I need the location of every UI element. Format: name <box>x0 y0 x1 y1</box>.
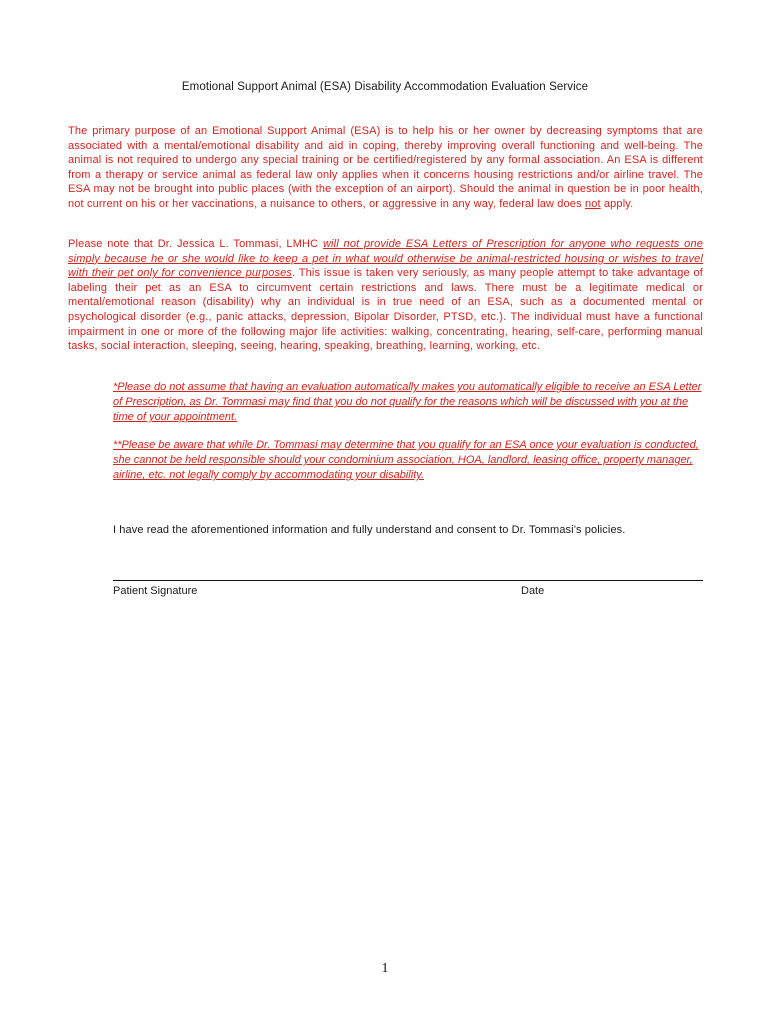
purpose-text-end: apply. <box>600 197 634 210</box>
document-title: Emotional Support Animal (ESA) Disability Accommodation Evaluation Service <box>181 81 589 93</box>
purpose-text: The primary purpose of an Emotional Support Animal (ESA) is to help his or her owner by decreasing symptoms that are associated with a mental/emotional disability and aid in coping, thereby improving overall functioning and well-being. The animal is not required to undergo any special training or be certified/registered by any formal association. An ESA is different from a therapy or service animal as federal law only applies when it concerns housing restrictions and/or airline travel. The ESA may not be brought into public places (with the exception of an airport). Should the animal in question be in poor health, not current on his or her vaccinations, a nuisance to others, or aggressive in any way, federal law does <box>68 125 703 210</box>
policy-paragraph <box>68 237 703 354</box>
policy-intro: Please note that Dr. Jessica L. Tommasi, LMHC <box>68 238 323 250</box>
page-number: 1 <box>381 961 389 976</box>
date-label: Date <box>521 585 545 597</box>
liability-note: **Please be aware that while Dr. Tommasi may determine that you qualify for an ESA once your evaluation is conducted, she cannot be held responsible should your condominium association, HOA, landlord, leasing office, property manager, airline, etc. not legally comply by accommodating your disability. <box>113 439 699 481</box>
eligibility-note: *Please do not assume that having an evaluation automatically makes you automatically eligible to receive an ESA Letter of Prescription, as Dr. Tommasi may find that you do not qualify for the reasons which will be discussed with you at the time of your appointment. <box>113 381 702 423</box>
consent-statement: I have read the aforementioned information and fully understand and consent to Dr. Tommasi’s policies. <box>113 524 626 536</box>
purpose-paragraph <box>68 124 703 212</box>
signature-line[interactable] <box>113 580 703 581</box>
policy-details: . This issue is taken very seriously, as many people attempt to take advantage of labeling their pet as an ESA to circumvent certain restrictions and laws. There must be a legitimate medical or mental/emotional reason (disability) why an individual is in true need of an ESA, such as a documented mental or psychological disorder (e.g., panic attacks, depression, Bipolar Disorder, PTSD, etc.). The individual must have a functional impairment in one or more of the following major life activities: walking, concentrating, hearing, self-care, performing manual tasks, social interaction, sleeping, seeing, hearing, speaking, breathing, learning, working, etc. <box>68 267 703 353</box>
patient-signature-label: Patient Signature <box>113 585 198 597</box>
policy-emphasis: will not provide ESA Letters of Prescription for anyone who requests one simply because he or she would like to keep a pet in what would otherwise be animal-restricted housing or wishes to travel with their pet only for convenience purposes <box>68 238 703 280</box>
purpose-emphasis-not: not <box>584 197 601 210</box>
